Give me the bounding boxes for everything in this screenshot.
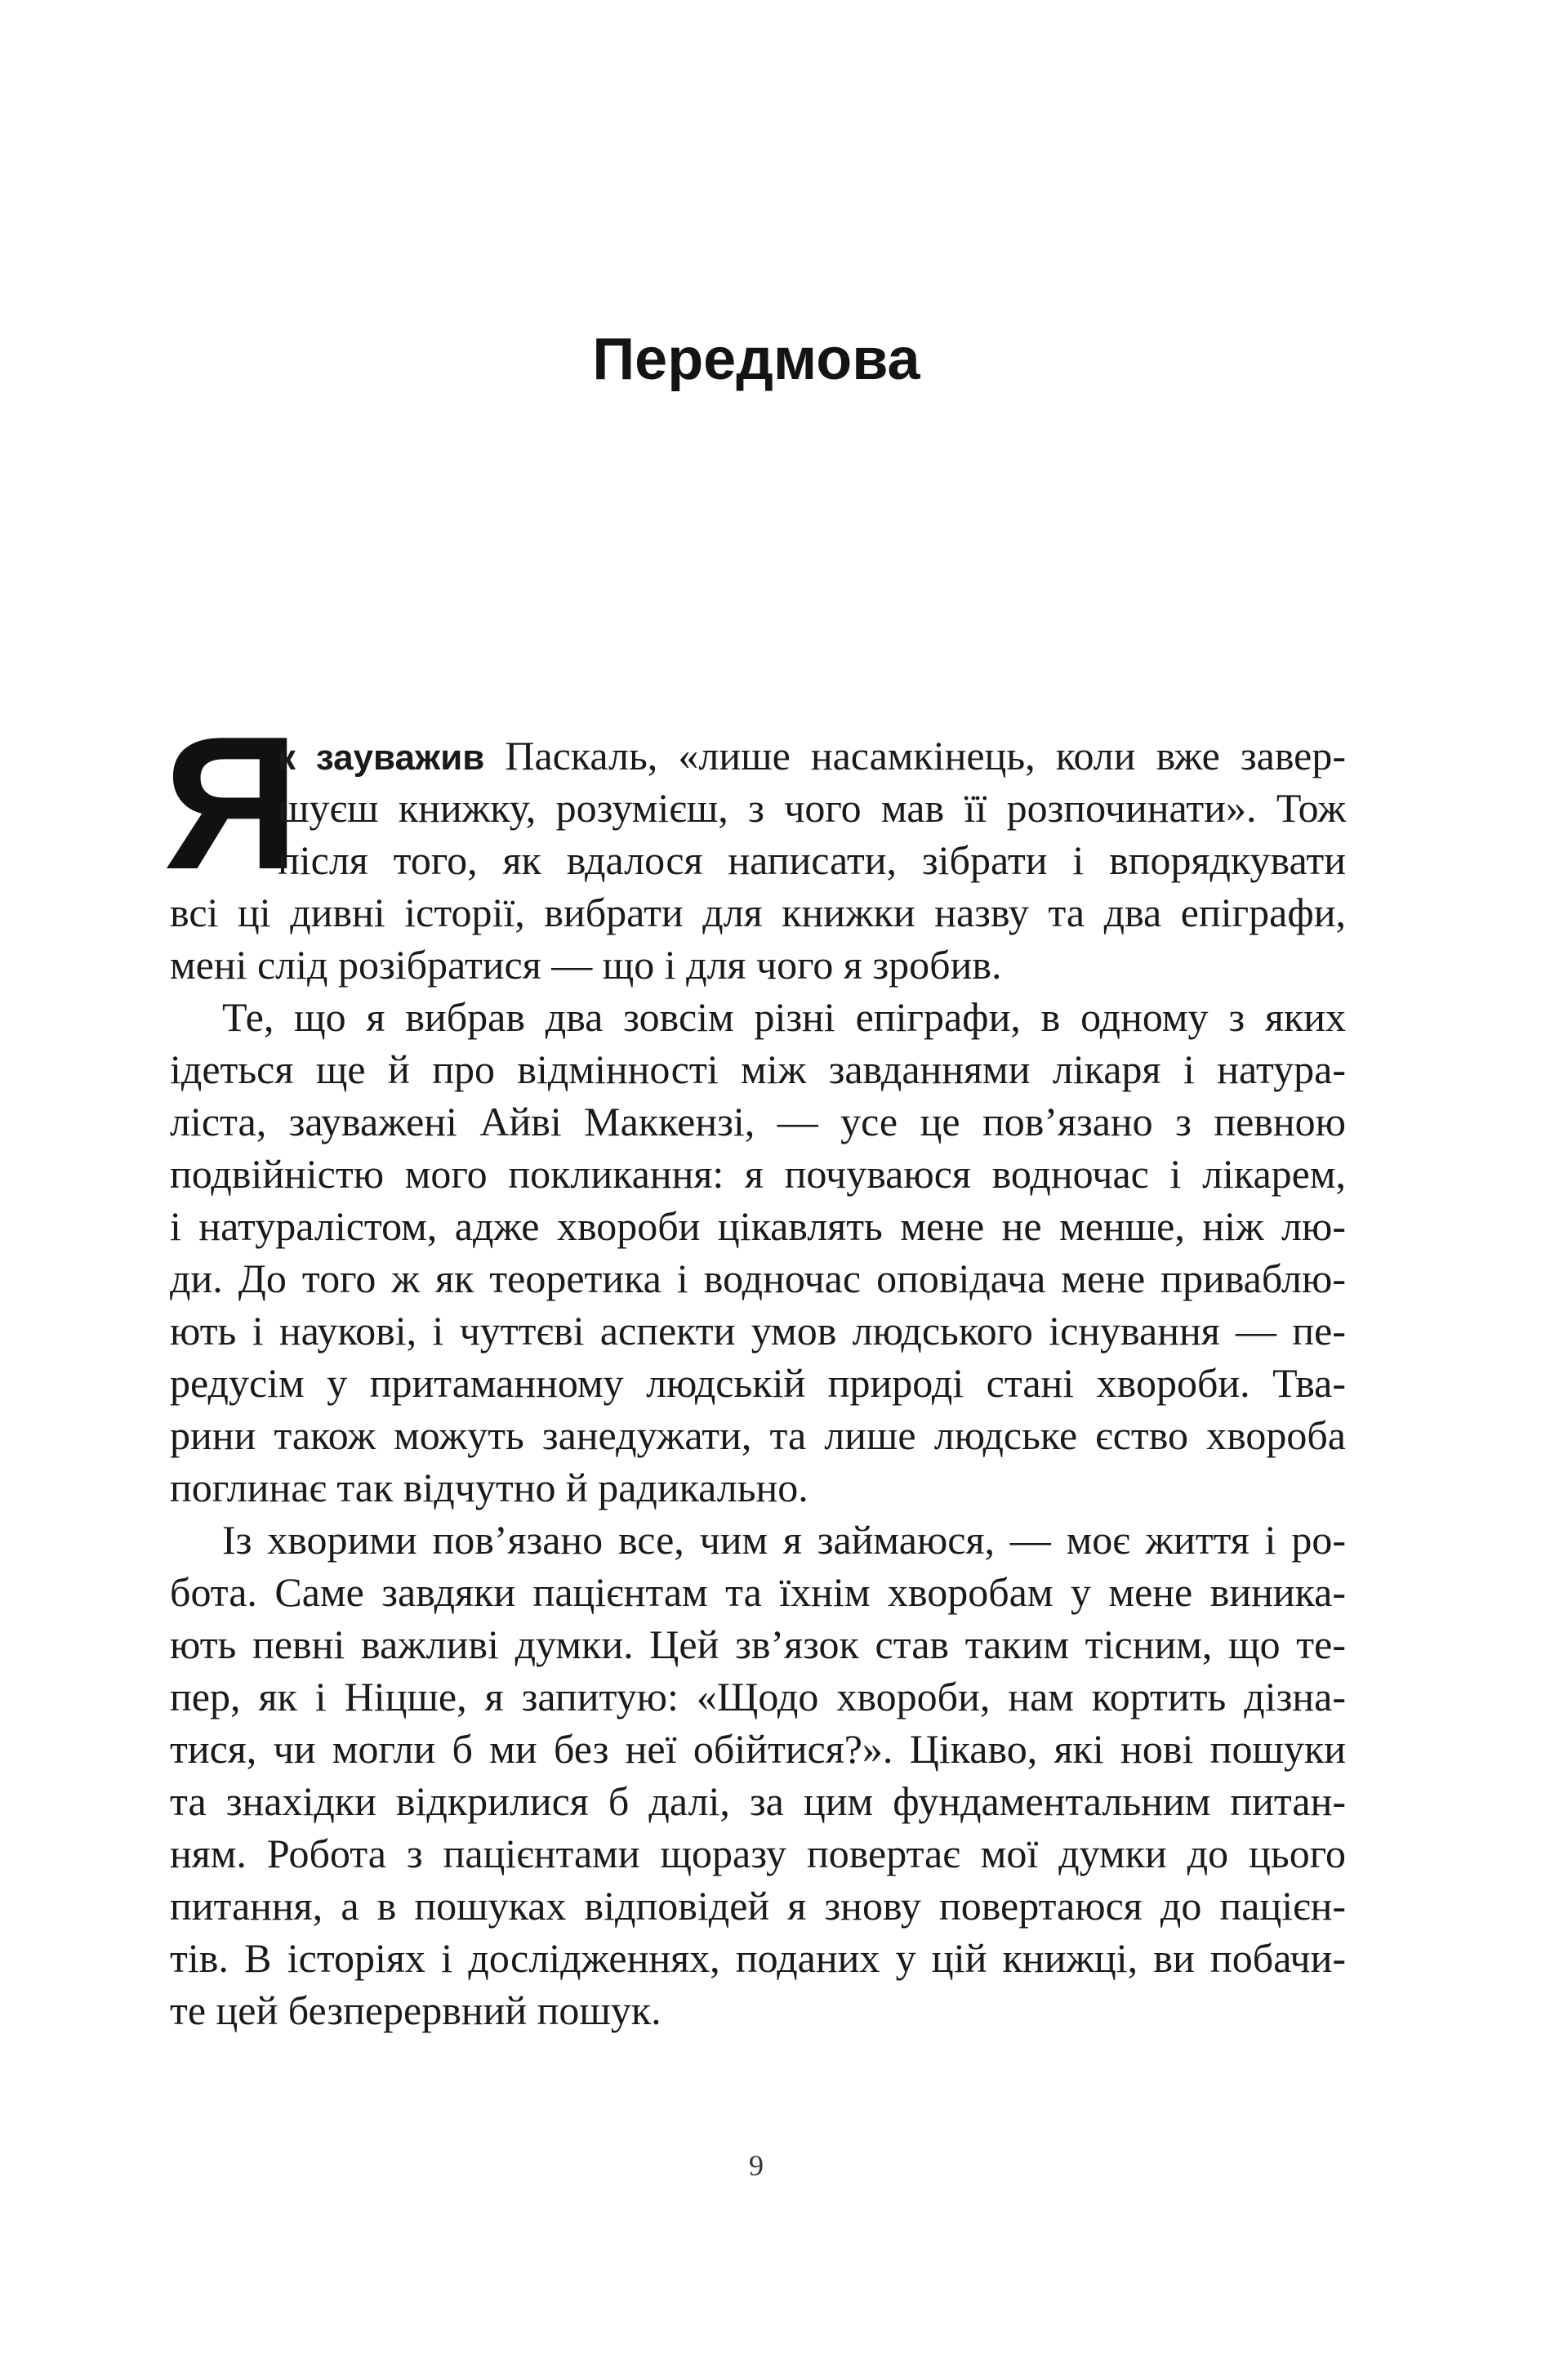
- text-line: рини також можуть занедужати, та лише людське єство хвороба: [170, 1412, 1346, 1458]
- text-line: [170, 729, 1346, 782]
- text-line: ють і наукові, і чуттєві аспекти умов людського існування — пе-: [170, 1308, 1346, 1354]
- text-line: ють певні важливі думки. Цей зв’язок став таким тісним, що те-: [170, 1621, 1346, 1667]
- text-line: тися, чи могли б ми без неї обійтися?». Цікаво, які нові пошуки: [170, 1726, 1346, 1772]
- text-line: всі ці дивні історії, вибрати для книжки назву та два епіграфи,: [170, 890, 1346, 935]
- text-line: і натуралістом, адже хвороби цікавлять мене не менше, ніж лю-: [170, 1203, 1346, 1249]
- text-line: після того, як вдалося написати, зібрати і впорядкувати: [278, 837, 1346, 883]
- chapter-title: Передмова: [592, 327, 920, 392]
- text-line: ліста, зауважені Айві Маккензі, — усе це пов’язано з певною: [170, 1099, 1346, 1144]
- text-line: редусім у притаманному людській природі стані хвороби. Тва-: [170, 1360, 1346, 1406]
- line-text: Паскаль, «лише насамкінець, коли вже завер-: [484, 733, 1347, 778]
- text-line: бота. Саме завдяки пацієнтам та їхнім хворобам у мене виника-: [170, 1569, 1346, 1615]
- lead-in: к зауважив: [278, 738, 485, 778]
- text-line: питання, а в пошуках відповідей я знову повертаюся до пацієн-: [170, 1883, 1346, 1929]
- text-line: ди. До того ж як теоретика і водночас оповідача мене приваблю-: [170, 1256, 1346, 1301]
- drop-cap: Я: [163, 698, 300, 909]
- text-line: поглинає так відчутно й радикально.: [170, 1465, 808, 1510]
- body-text: [170, 729, 1346, 2036]
- text-line: пер, як і Ніцше, я запитую: «Щодо хвороби, нам кортить дізна-: [170, 1674, 1346, 1719]
- text-line: ідеться ще й про відмінності між завданнями лікаря і натура-: [170, 1046, 1346, 1092]
- text-line: те цей безперервний пошук.: [170, 1987, 662, 2033]
- text-line: тів. В історіях і дослідженнях, поданих у цій книжці, ви побачи-: [170, 1935, 1346, 1981]
- text-line: Те, що я вибрав два зовсім різні епіграфи, в одному з яких: [222, 994, 1346, 1040]
- text-line: подвійністю мого покликання: я почуваюся водночас і лікарем,: [170, 1151, 1346, 1197]
- text-line: мені слід розібратися — що і для чого я зробив.: [170, 942, 1002, 988]
- text-line: шуєш книжку, розумієш, з чого мав її розпочинати». Тож: [278, 785, 1346, 831]
- paragraph-3: [170, 1514, 1346, 2036]
- text-line: ням. Робота з пацієнтами щоразу повертає мої думки до цього: [170, 1831, 1346, 1876]
- text-line: Із хворими пов’язано все, чим я займаюся, — моє життя і ро-: [222, 1517, 1346, 1563]
- text-line: та знахідки відкрилися б далі, за цим фундаментальним питан-: [170, 1778, 1346, 1824]
- paragraph-2: [170, 991, 1346, 1514]
- page-number: 9: [749, 2149, 764, 2182]
- paragraph-1: [170, 729, 1346, 991]
